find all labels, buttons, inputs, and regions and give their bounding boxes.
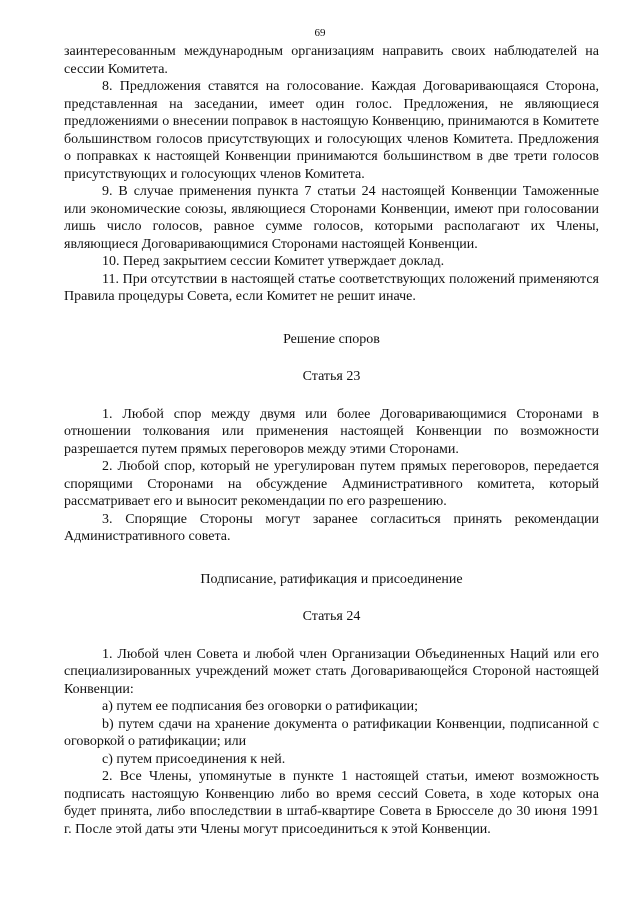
article-24-item-c: c) путем присоединения к ней.	[102, 751, 286, 767]
article-23-title: Статья 23	[302, 369, 361, 384]
page-number: 69	[314, 27, 326, 39]
article-24-item-b: b) путем сдачи на хранение документа о ратификации Конвенции, подписанной с оговоркой о ратификации; или	[64, 716, 599, 749]
paragraph-11: 11. При отсутствии в настоящей статье соответствующих положений применяются Правила процедуры Совета, если Комитет не решит иначе.	[64, 271, 599, 304]
article-24-title: Статья 24	[302, 609, 361, 624]
paragraph-9: 9. В случае применения пункта 7 статьи 24 настоящей Конвенции Таможенные или экономические союзы, являющиеся Сторонами Конвенции, имеют при голосовании лишь число голосов, равное сумме голосов, которыми располагают их Члены, являющиеся Договаривающимися Сторонами настоящей Конвенции.	[64, 184, 599, 252]
article-24-item-a: a) путем ее подписания без оговорки о ратификации;	[102, 699, 418, 714]
paragraph-10: 10. Перед закрытием сессии Комитет утверждает доклад.	[102, 254, 445, 269]
document-body	[64, 43, 599, 838]
article-23-paragraph-2: 2. Любой спор, который не урегулирован путем прямых переговоров, передается спорящими Сторонами на обсуждение Административного комитета, который рассматривает его и выносит рекомендации по его разрешению.	[64, 459, 599, 509]
section-heading-disputes: Решение споров	[283, 331, 380, 347]
article-24-paragraph-2: 2. Все Члены, упомянутые в пункте 1 настоящей статьи, имеют возможность подписать настоящую Конвенцию либо во время сессий Совета, в ходе которых она будет принята, либо впоследствии в штаб-квартире Совета в Брюсселе до 30 июня 1991 г. После этой даты эти Члены могут присоединиться к этой Конвенции.	[64, 769, 599, 837]
article-24-paragraph-1: 1. Любой член Совета и любой член Организации Объединенных Наций или его специализированных учреждений может стать Договаривающейся Стороной настоящей Конвенции:	[64, 646, 599, 697]
paragraph-continuation: заинтересованным международным организациям направить своих наблюдателей на сессии Комитета.	[64, 44, 599, 77]
article-23-paragraph-1: 1. Любой спор между двумя или более Договаривающимися Сторонами в отношении толкования или применения настоящей Конвенции по возможности разрешается путем прямых переговоров между этими Сторонами.	[64, 406, 599, 457]
article-23-paragraph-3: 3. Спорящие Стороны могут заранее согласиться принять рекомендации Административного совета.	[64, 511, 599, 544]
paragraph-8: 8. Предложения ставятся на голосование. Каждая Договаривающаяся Сторона, представленная на заседании, имеет один голос. Предложения, не являющиеся предложениями о внесении поправок в настоящую Конвенцию, принимаются в Комитете большинством голосов присутствующих и голосующих членов Комитета. Предложения о поправках к настоящей Конвенции принимаются большинством в две трети голосов присутствующих и голосующих членов Комитета.	[64, 79, 599, 182]
section-heading-signing: Подписание, ратификация и присоединение	[200, 571, 463, 587]
